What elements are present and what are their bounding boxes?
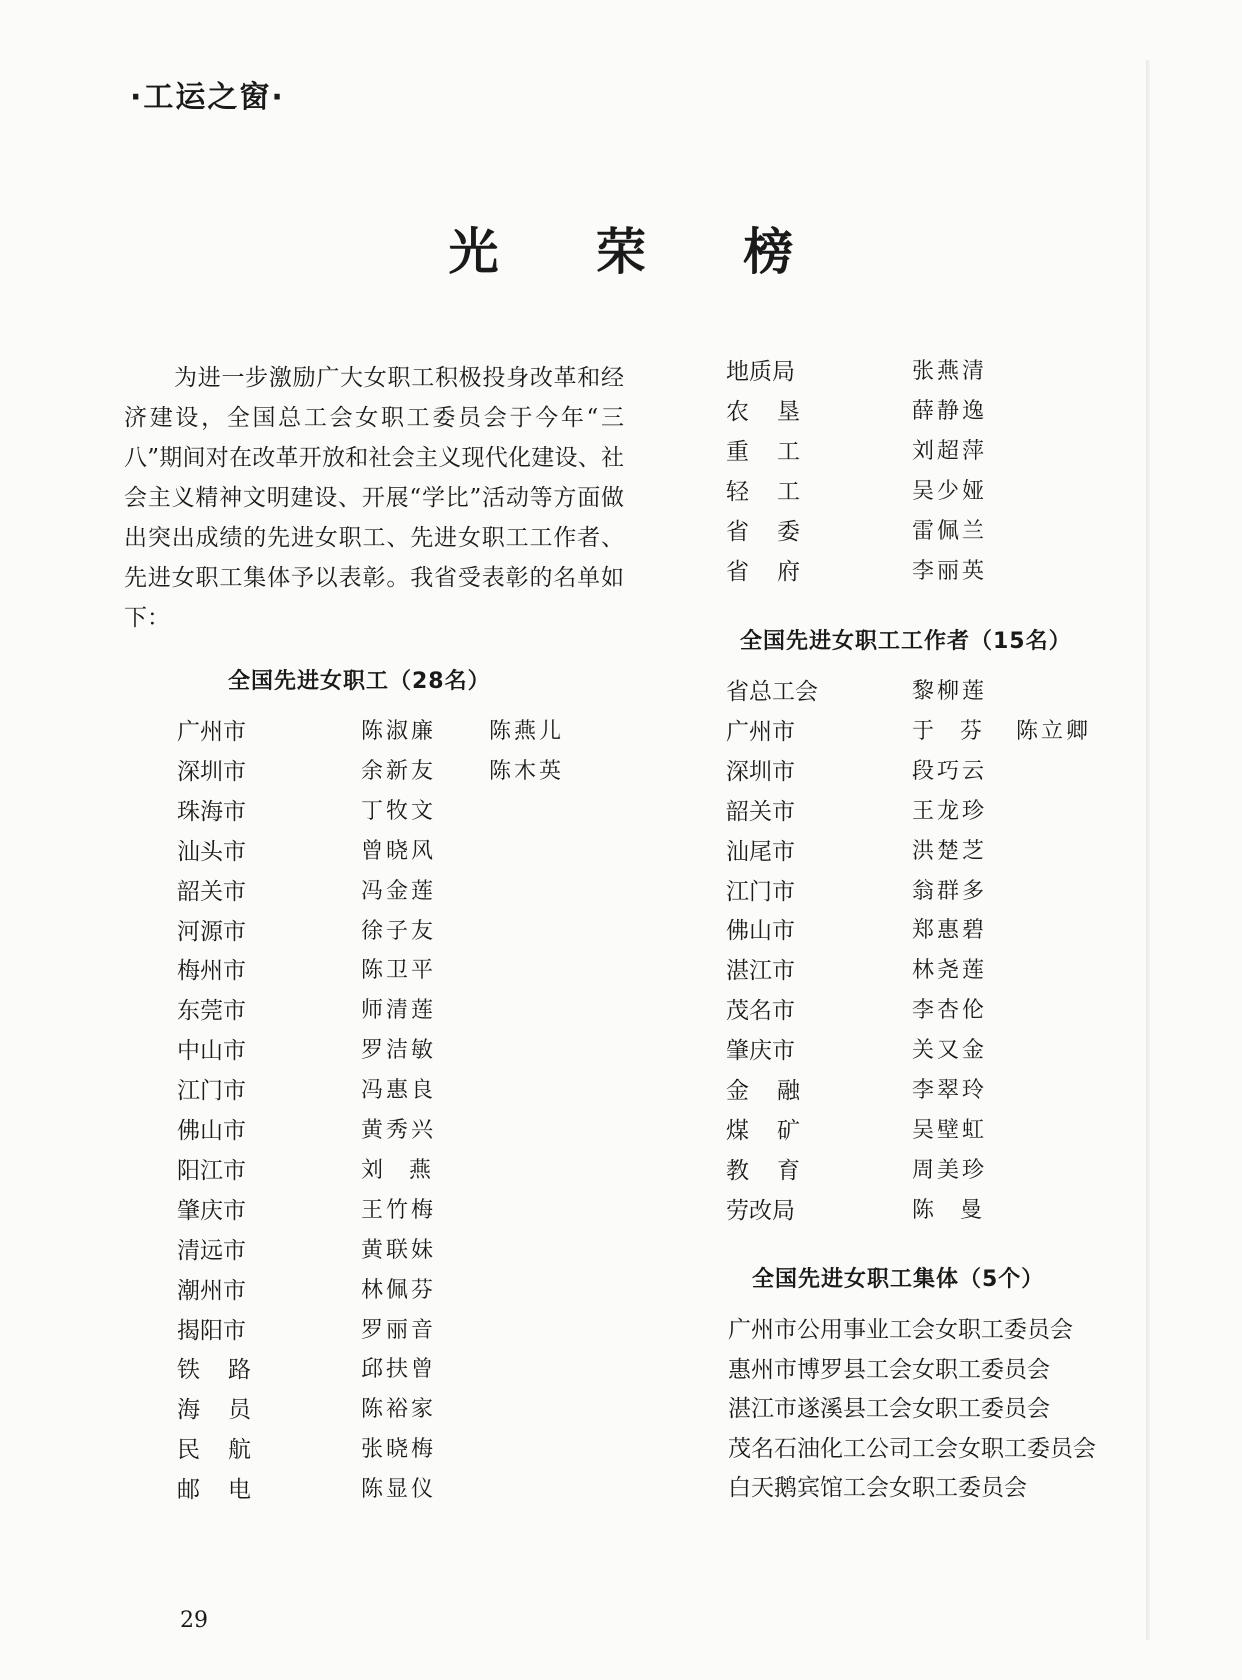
- person-name: 李翠玲: [912, 1078, 988, 1103]
- unit-name: 茂名市: [726, 998, 795, 1025]
- person-name: 丁牧文: [361, 798, 437, 824]
- person-name: 陈卫平: [361, 958, 437, 984]
- unit-name: 汕头市: [177, 838, 246, 865]
- unit-name: 河源市: [177, 918, 246, 945]
- person-name: 徐子友: [361, 918, 437, 944]
- page-title: 光 荣 榜: [448, 223, 834, 281]
- unit-name: 梅州市: [177, 958, 246, 985]
- unit-name: 清远市: [177, 1237, 246, 1264]
- unit-name: 省总工会: [726, 679, 818, 705]
- unit-name: 中山市: [177, 1038, 246, 1065]
- staff-heading: 全国先进女职工工作者（15名）: [740, 629, 1072, 654]
- collective-item: 惠州市博罗县工会女职工委员会: [728, 1356, 1050, 1383]
- unit-name: 阳江市: [177, 1157, 246, 1184]
- person-name: 冯惠良: [361, 1078, 437, 1104]
- unit-name: 揭阳市: [177, 1317, 246, 1344]
- unit-name: 海员: [177, 1397, 279, 1424]
- person-name: 吴壁虹: [912, 1117, 988, 1143]
- unit-name: 湛江市: [726, 958, 795, 985]
- person-name: 陈立卿: [1016, 718, 1092, 744]
- unit-name: 珠海市: [177, 798, 246, 825]
- person-name: 王竹梅: [361, 1197, 437, 1223]
- unit-name: 邮电: [177, 1477, 279, 1504]
- workers-heading: 全国先进女职工（28名）: [228, 669, 491, 694]
- unit-name: 深圳市: [177, 758, 246, 785]
- unit-name: 肇庆市: [726, 1038, 795, 1065]
- page-edge-shadow: [1146, 60, 1150, 1640]
- unit-name: 重工: [726, 438, 828, 465]
- unit-name: 地质局: [726, 359, 795, 385]
- person-name: 刘超萍: [912, 438, 988, 464]
- person-name: 王龙珍: [912, 798, 988, 824]
- person-name: 陈燕儿: [489, 719, 565, 744]
- unit-name: 农垦: [726, 398, 828, 425]
- person-name: 林尧莲: [912, 958, 988, 984]
- person-name: 余新友: [361, 758, 437, 784]
- collective-item: 茂名石油化工公司工会女职工委员会: [728, 1435, 1096, 1462]
- unit-name: 韶关市: [177, 878, 246, 905]
- unit-name: 肇庆市: [177, 1197, 246, 1224]
- unit-name: 佛山市: [177, 1118, 246, 1144]
- unit-name: 潮州市: [177, 1277, 246, 1304]
- person-name: 邱扶曾: [361, 1357, 437, 1383]
- person-name: 冯金莲: [361, 878, 437, 904]
- unit-name: 劳改局: [726, 1197, 795, 1224]
- person-name: 陈裕家: [361, 1397, 437, 1423]
- person-name: 张燕清: [912, 359, 988, 384]
- page-number: 29: [180, 1608, 208, 1633]
- person-name: 陈淑廉: [361, 719, 437, 744]
- unit-name: 轻工: [726, 478, 828, 505]
- collective-item: 湛江市遂溪县工会女职工委员会: [728, 1396, 1050, 1422]
- person-name: 陈曼: [912, 1197, 1009, 1223]
- person-name: 翁群多: [912, 878, 988, 904]
- unit-name: 广州市: [177, 719, 246, 745]
- person-name: 刘燕: [361, 1157, 458, 1183]
- unit-name: 江门市: [177, 1078, 246, 1105]
- person-name: 李丽英: [912, 558, 988, 584]
- person-name: 关又金: [912, 1038, 988, 1064]
- person-name: 吴少娅: [912, 478, 988, 504]
- unit-name: 教育: [726, 1157, 828, 1184]
- unit-name: 韶关市: [726, 798, 795, 825]
- unit-name: 民航: [177, 1437, 279, 1464]
- person-name: 段巧云: [912, 758, 988, 784]
- person-name: 陈木英: [489, 758, 565, 784]
- person-name: 雷佩兰: [912, 518, 988, 544]
- unit-name: 煤矿: [726, 1117, 828, 1144]
- unit-name: 江门市: [726, 878, 795, 905]
- unit-name: 佛山市: [726, 918, 795, 945]
- collective-item: 白天鹅宾馆工会女职工委员会: [728, 1475, 1027, 1501]
- person-name: 洪楚芝: [912, 838, 988, 864]
- unit-name: 广州市: [726, 718, 795, 745]
- person-name: 陈显仪: [361, 1477, 437, 1503]
- unit-name: 东莞市: [177, 998, 246, 1025]
- collective-item: 广州市公用事业工会女职工委员会: [728, 1317, 1073, 1343]
- person-name: 郑惠碧: [912, 918, 988, 944]
- person-name: 罗丽音: [361, 1317, 437, 1343]
- person-name: 张晓梅: [361, 1437, 437, 1463]
- person-name: 林佩芬: [361, 1277, 437, 1303]
- person-name: 师清莲: [361, 998, 437, 1024]
- person-name: 罗洁敏: [361, 1038, 437, 1064]
- person-name: 于芬: [912, 718, 1009, 744]
- person-name: 周美珍: [912, 1157, 988, 1183]
- person-name: 薛静逸: [912, 398, 988, 424]
- unit-name: 省府: [726, 558, 828, 585]
- person-name: 黄联妹: [361, 1237, 437, 1263]
- unit-name: 深圳市: [726, 758, 795, 785]
- person-name: 黎柳莲: [912, 679, 988, 704]
- person-name: 李杏伦: [912, 998, 988, 1024]
- collectives-heading: 全国先进女职工集体（5个）: [752, 1267, 1045, 1292]
- unit-name: 汕尾市: [726, 838, 795, 865]
- column-tag: ·工运之窗·: [130, 80, 285, 115]
- person-name: 黄秀兴: [361, 1118, 437, 1143]
- intro-paragraph: 为进一步激励广大女职工积极投身改革和经济建设，全国总工会女职工委员会于今年“三八”期间对在改革开放和社会主义现代化建设、社会主义精神文明建设、开展“学比”活动等方面做出突出成绩的先进女职工、先进女职工工作者、先进女职工集体予以表彰。我省受表彰的名单如下：: [124, 365, 624, 631]
- unit-name: 省委: [726, 518, 828, 545]
- person-name: 曾晓风: [361, 838, 437, 864]
- unit-name: 金融: [726, 1078, 828, 1104]
- unit-name: 铁路: [177, 1357, 279, 1384]
